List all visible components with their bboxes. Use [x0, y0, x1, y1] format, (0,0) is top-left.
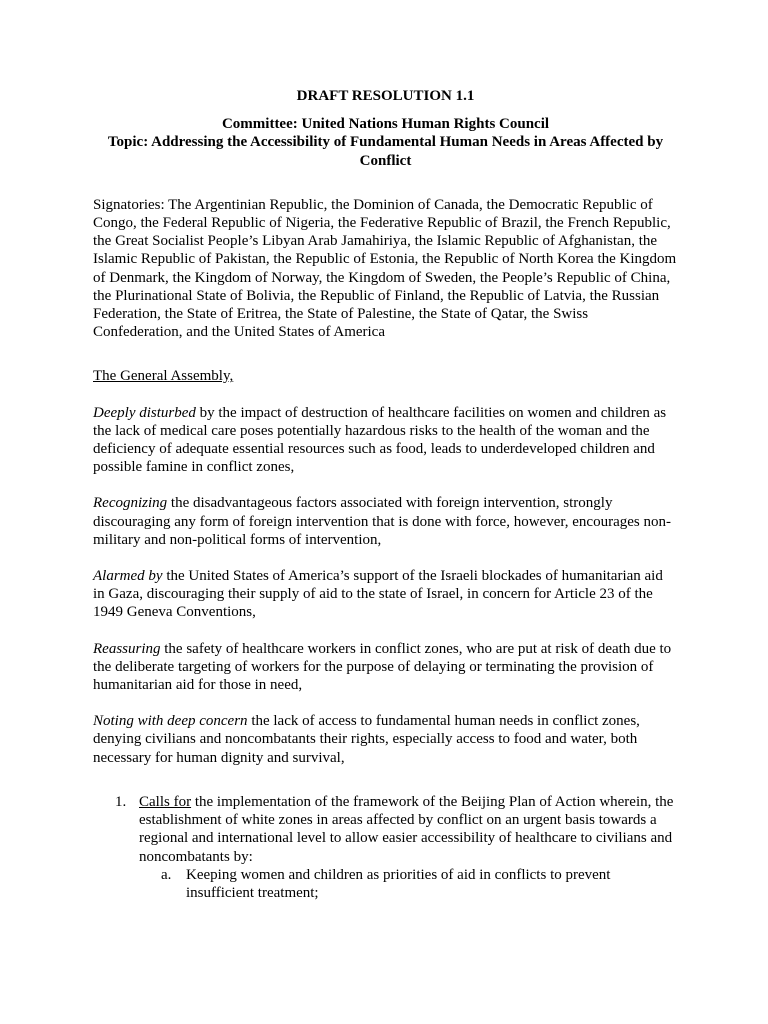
clause-text: by the impact of destruction of healthcare facilities on women and children as the lack of medical care poses potentially hazardous risks to the health of the woman and the deficiency of adequate essential resources such as food, leads to underdeveloped children and possible famine in conflict zones, [93, 404, 667, 476]
clause-phrase: Noting with deep concern [93, 713, 248, 730]
topic-heading: Topic: Addressing the Accessibility of Fundamental Human Needs in Areas Affected by Conflict [107, 134, 664, 169]
clause-text: the implementation of the framework of the Beijing Plan of Action wherein, the establishment of white zones in areas affected by conflict on an urgent basis towards a regional and international level to allow easier accessibility of healthcare to civilians and noncombatants by: [139, 793, 674, 865]
preambulatory-clause-2 [93, 494, 678, 549]
preambulatory-clause-3 [93, 567, 678, 622]
signatories-paragraph: Signatories: The Argentinian Republic, the Dominion of Canada, the Democratic Republic of Congo, the Federal Republic of Nigeria, the Federative Republic of Brazil, the French Republic, the Great Socialist People’s Libyan Arab Jamahiriya, the Islamic Republic of Afghanistan, the Islamic Republic of Pakistan, the Republic of Estonia, the Republic of North Korea the Kingdom of Denmark, the Kingdom of Norway, the Kingdom of Sweden, the People’s Republic of China, the Plurinational State of Bolivia, the Republic of Finland, the Republic of Latvia, the Russian Federation, the State of Eritrea, the State of Palestine, the State of Qatar, the Swiss Confederation, and the United States of America [93, 196, 677, 341]
general-assembly-heading: The General Assembly, [93, 368, 234, 385]
committee-heading: Committee: United Nations Human Rights Council [221, 116, 550, 133]
clause-phrase: Calls for [139, 793, 192, 810]
clause-phrase: Reassuring [93, 640, 161, 657]
subclause-text: Keeping women and children as priorities of aid in conflicts to prevent insufficient treatment; [186, 866, 611, 901]
operative-clauses [93, 793, 678, 902]
clause-number: 1. [115, 793, 127, 810]
operative-clause-1 [93, 793, 678, 866]
preambulatory-clause-4 [93, 640, 678, 695]
resolution-title: DRAFT RESOLUTION 1.1 [296, 88, 475, 104]
preambulatory-clause-1 [93, 404, 678, 477]
clause-text: the disadvantageous factors associated with foreign intervention, strongly discouraging any form of foreign intervention that is done with force, however, encourages non-military and non-political forms of intervention, [93, 495, 671, 548]
resolution-body [93, 87, 678, 902]
subclause-a [93, 866, 678, 902]
clause-phrase: Alarmed by [93, 568, 163, 585]
clause-phrase: Deeply disturbed [93, 404, 196, 421]
subclause-letter: a. [161, 866, 172, 883]
clause-text: the safety of healthcare workers in conflict zones, who are put at risk of death due to the deliberate targeting of workers for the purpose of delaying or terminating the provision of humanitarian aid for those in need, [93, 640, 672, 694]
preambulatory-clause-5 [93, 712, 678, 767]
clause-phrase: Recognizing [93, 495, 168, 512]
clause-text: the United States of America’s support of the Israeli blockades of humanitarian aid in Gaza, discouraging their supply of aid to the state of Israel, in concern for Article 23 of the 1949 Geneva Conventions, [93, 568, 663, 621]
clause-text: the lack of access to fundamental human needs in conflict zones, denying civilians and noncombatants their rights, especially access to food and water, both necessary for human dignity and survival, [93, 713, 640, 766]
